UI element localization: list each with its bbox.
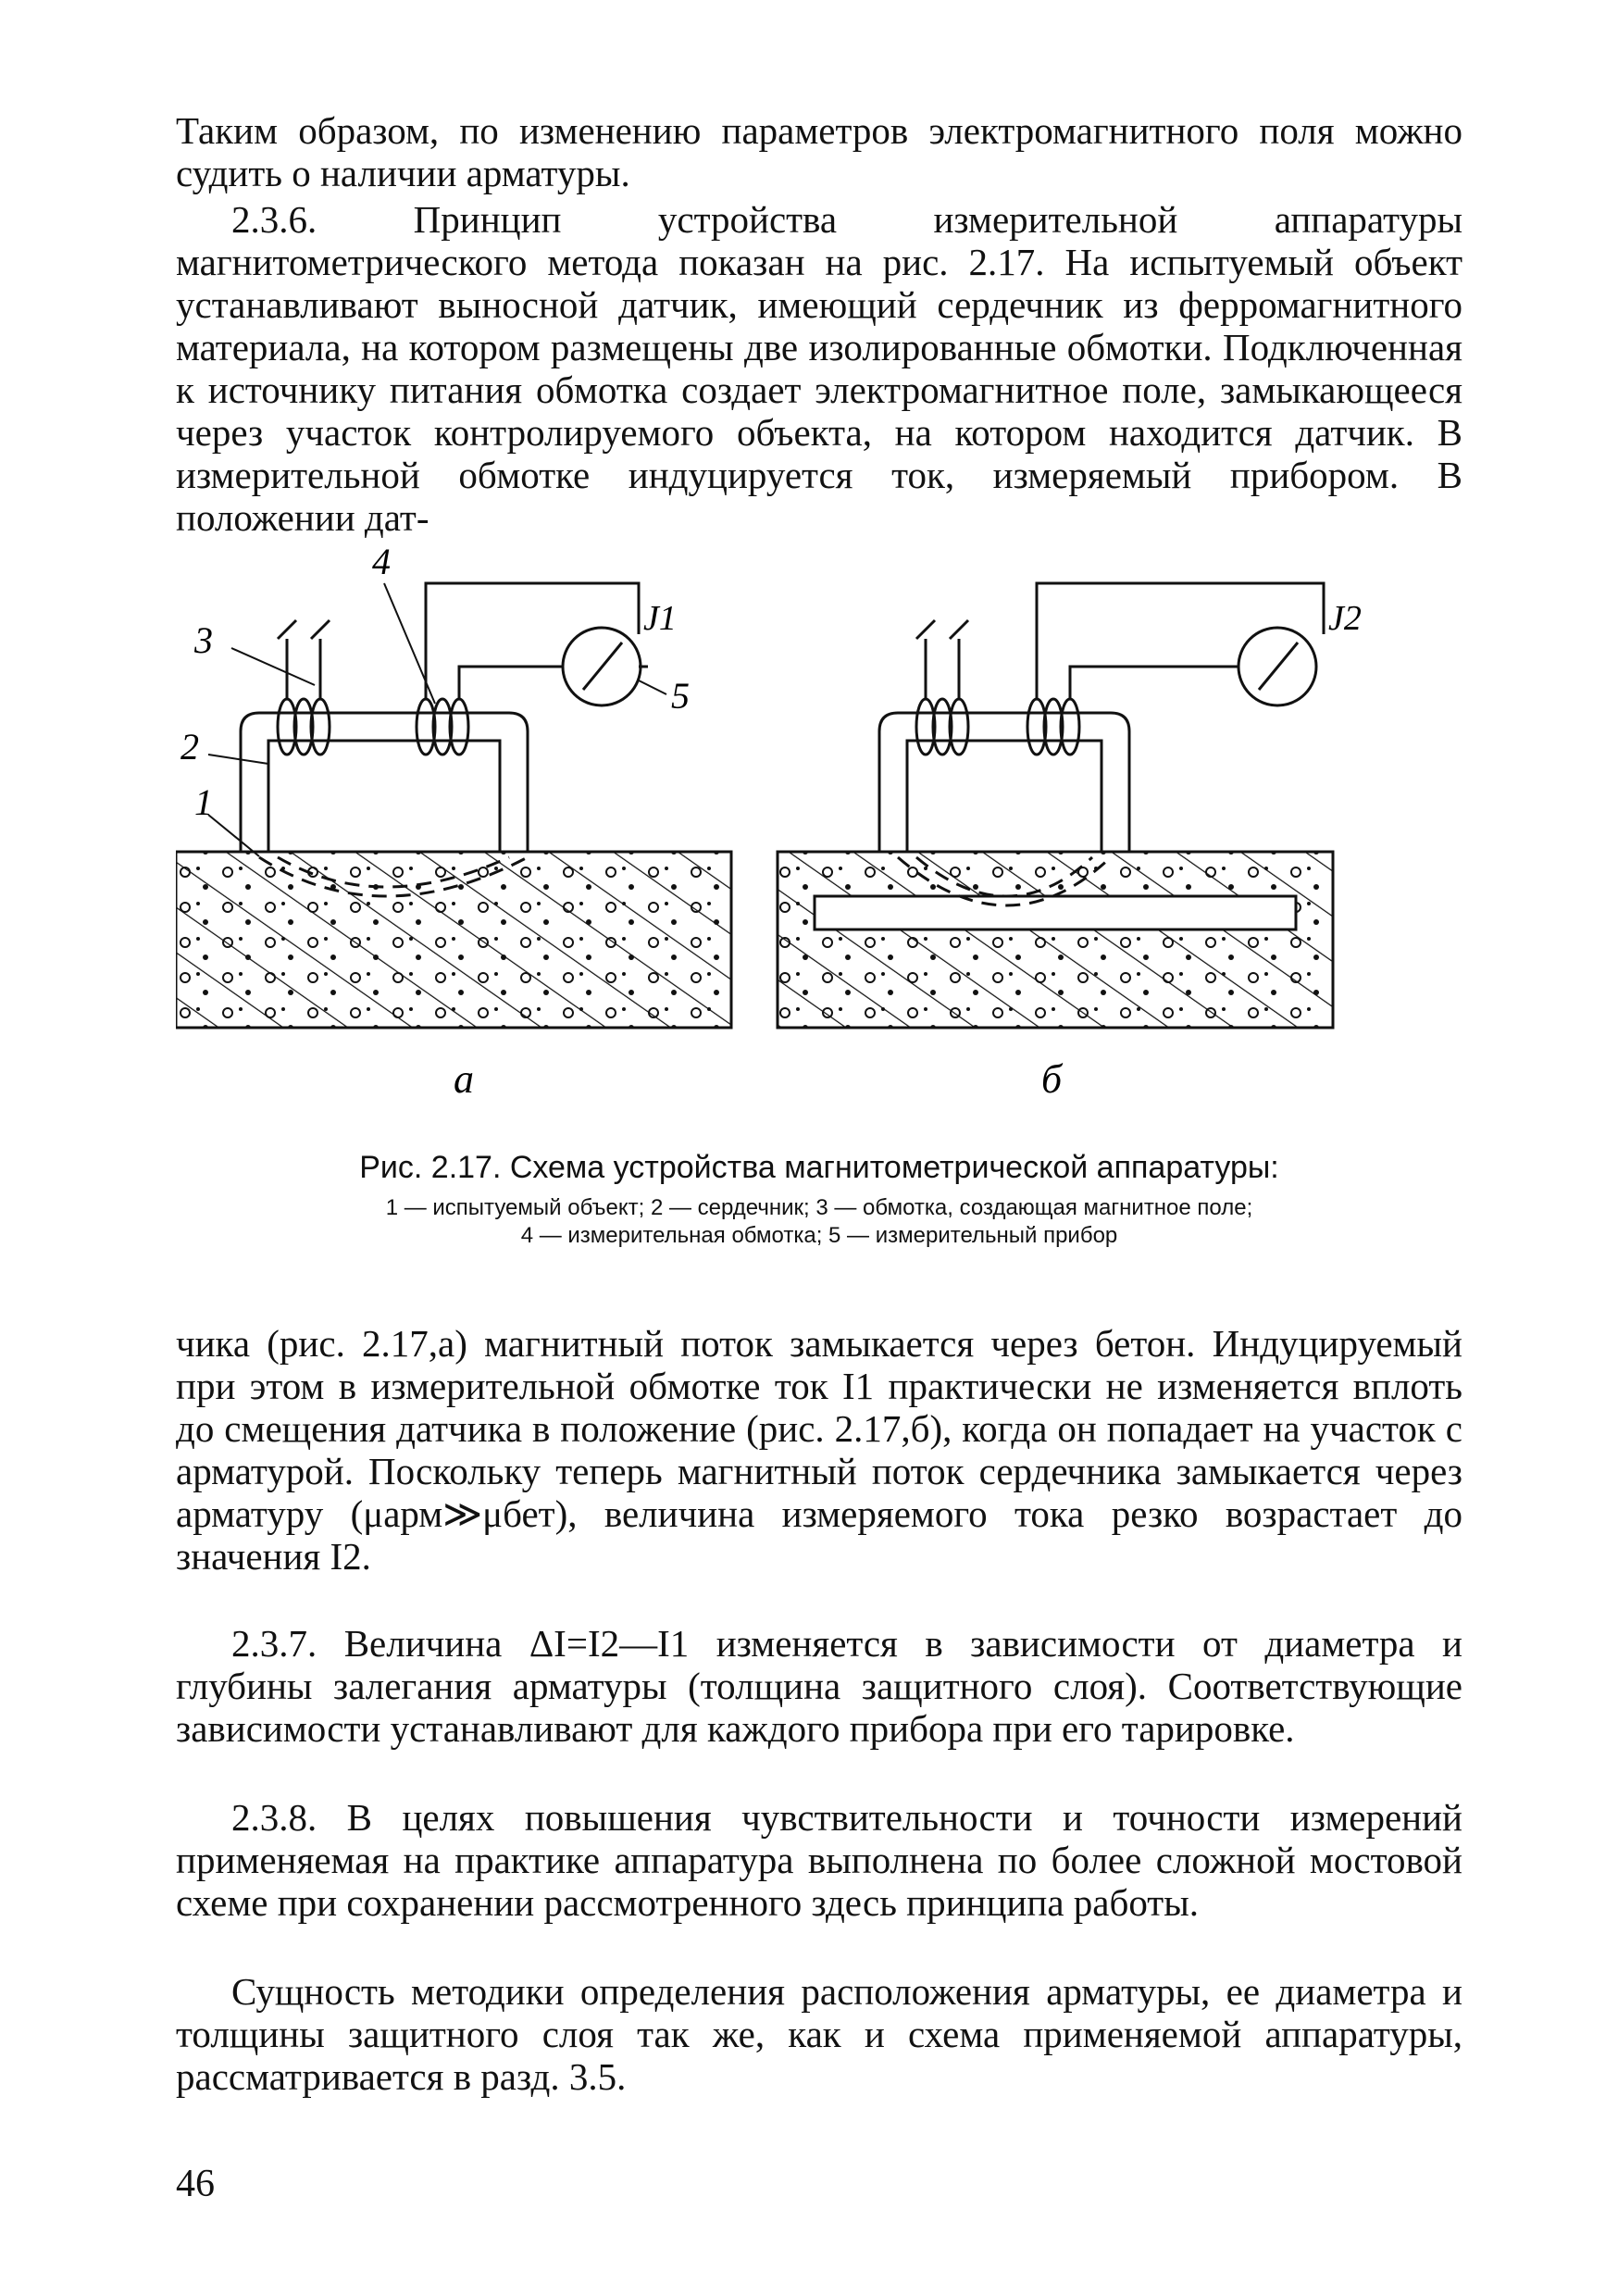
core-a bbox=[241, 713, 528, 852]
label-3: 3 bbox=[194, 619, 213, 661]
caption-legend-line-1: 1 — испытуемый объект; 2 — сердечник; 3 — обмотка, создающая магнитное поле; bbox=[385, 1195, 1253, 1220]
page-number: 46 bbox=[176, 2163, 215, 2205]
label-4: 4 bbox=[372, 546, 391, 582]
paragraph-2-3-6: 2.3.6. Принцип устройства измерительной аппаратуры магнитометрического метода показан на рис. 2.17. На испытуемый объект устанавливают выносной датчик, имеющий сердечник из ферромагнитного материала, на котором размещены две изолированные обмотки. Подключенная к источнику питания обмотка создает электромагнитное поле, замыкающееся через участок контролируемого объекта, на котором находится датчик. В измерительной обмотке индуцируется ток, измеряемый прибором. В положении дат- bbox=[176, 198, 1462, 539]
label-2: 2 bbox=[180, 726, 199, 767]
panel-label-b: б bbox=[1041, 1056, 1063, 1102]
meter-label-a: J1 bbox=[643, 599, 677, 638]
label-5: 5 bbox=[671, 675, 690, 717]
paragraph-2-3-8: 2.3.8. В целях повышения чувствительности и точности измерений применяемая на практике аппаратура выполнена по более сложной мостовой схеме при сохранении рассмотренного здесь принципа работы. bbox=[176, 1796, 1462, 1924]
paragraph-continued: чика (рис. 2.17,а) магнитный поток замыкается через бетон. Индуцируемый при этом в измерительной обмотке ток I1 практически не изменяется вплоть до смещения датчика в положение (рис. 2.17,б), когда он попадает на участок с арматурой. Поскольку теперь магнитный поток сердечника замыкается через арматуру (μарм≫μбет), величина измеряемого тока резко возрастает до значения I2. bbox=[176, 1322, 1462, 1578]
caption-legend-line-2: 4 — измерительная обмотка; 5 — измерительный прибор bbox=[520, 1223, 1118, 1248]
label-1: 1 bbox=[194, 781, 213, 823]
panel-label-a: а bbox=[454, 1056, 474, 1102]
paragraph-1: Таким образом, по изменению параметров электромагнитного поля можно судить о наличии арматуры. bbox=[176, 109, 1462, 194]
rebar-b bbox=[815, 896, 1296, 930]
sensor-b bbox=[778, 583, 1333, 1028]
figure-caption-title: Рис. 2.17. Схема устройства магнитометрической аппаратуры: bbox=[359, 1150, 1279, 1185]
figure-caption-legend bbox=[213, 1194, 1425, 1250]
sensor-a bbox=[176, 583, 731, 1028]
paragraph-2-3-7: 2.3.7. Величина ΔI=I2—I1 изменяется в зависимости от диаметра и глубины залегания арматуры (толщина защитного слоя). Соответствующие зависимости устанавливают для каждого прибора при его тарировке. bbox=[176, 1622, 1462, 1750]
meter-label-b: J2 bbox=[1328, 599, 1362, 638]
figure-2-17 bbox=[176, 546, 1462, 1120]
paragraph-summary: Сущность методики определения расположения арматуры, ее диаметра и толщины защитного слоя так же, как и схема применяемой аппаратуры, рассматривается в разд. 3.5. bbox=[176, 1970, 1462, 2098]
